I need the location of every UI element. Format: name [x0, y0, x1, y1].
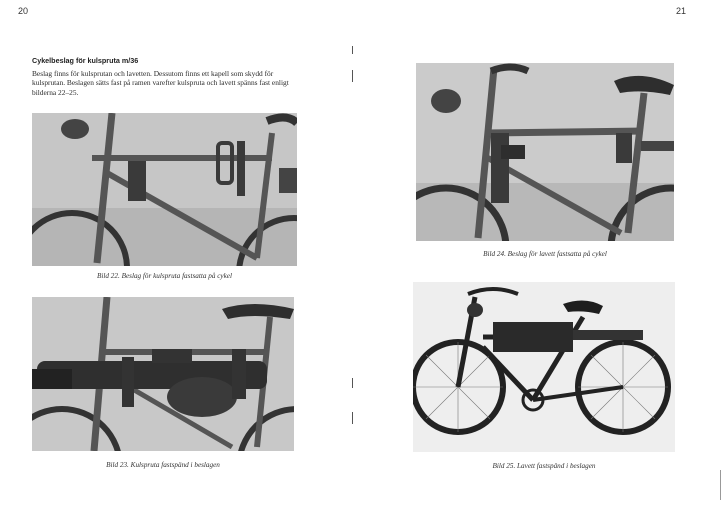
photo-bild-25	[413, 282, 675, 452]
caption-bild-24: Bild 24. Beslag för lavett fastsatta på cykel	[483, 250, 607, 258]
caption-bild-25: Bild 25. Lavett fastspänd i beslagen	[492, 462, 596, 470]
gutter-mark	[352, 378, 353, 388]
intro-paragraph: Beslag finns för kulsprutan och lavetten. Dessutom finns ett kapell som skydd för kulsprutan. Beslagen sätts fast på ramen varefter kulspruta och lavett spänns fast enligt bilderna 22–25.	[32, 69, 289, 97]
caption-bild-23: Bild 23. Kulspruta fastspänd i beslagen	[106, 461, 220, 469]
caption-bild-22: Bild 22. Beslag för kulspruta fastsatta på cykel	[97, 272, 232, 280]
photo-bild-23	[32, 297, 294, 451]
page-edge	[714, 470, 721, 500]
photo-bild-24	[416, 63, 674, 241]
right-page-number: 21	[676, 6, 687, 16]
gutter-mark	[352, 46, 353, 54]
photo-bild-22	[32, 113, 297, 266]
gutter-mark	[352, 412, 353, 424]
section-heading: Cykelbeslag för kulspruta m/36	[32, 56, 139, 65]
left-page-number: 20	[18, 6, 29, 16]
gutter-mark	[352, 70, 353, 82]
